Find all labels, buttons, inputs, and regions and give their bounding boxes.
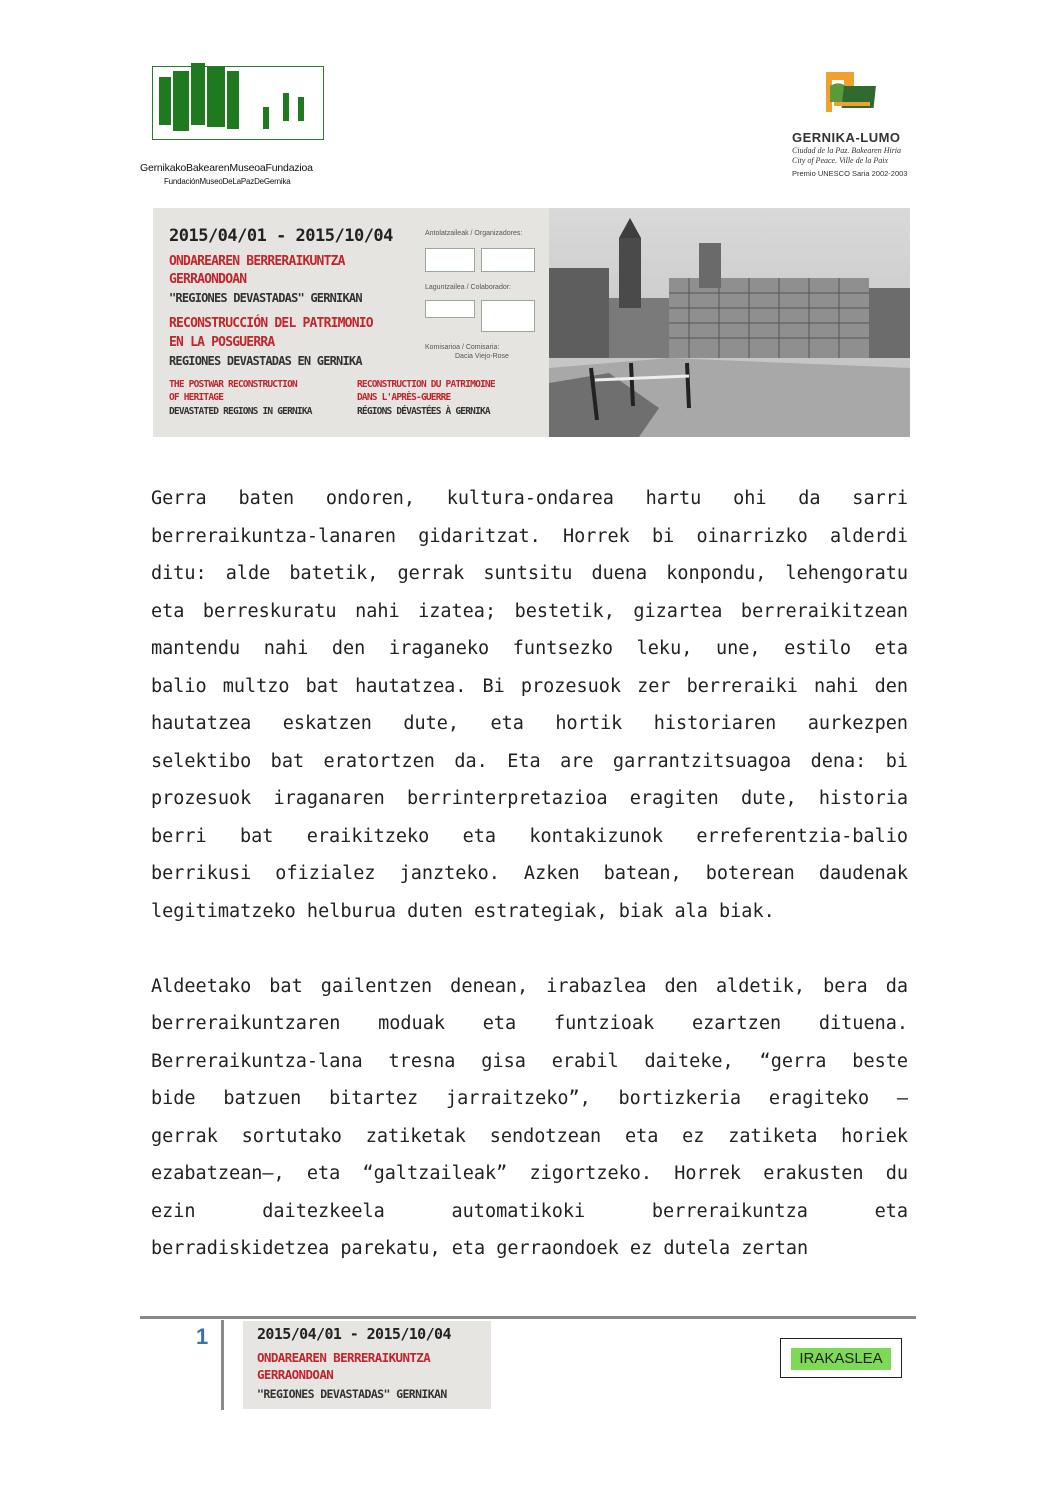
paragraph-2-line: berreraikuntzaren moduak eta funtzioak ezartzen dituena. xyxy=(151,1013,908,1034)
museum-logo-mark xyxy=(152,66,324,140)
paragraph-1-line: eta berreskuratu nahi izatea; bestetik, gizartea berreraikitzean xyxy=(151,600,908,622)
organizer-museum-logo xyxy=(425,248,475,272)
paragraph-1-line: berri bat eraikitzeko eta kontakizunok erreferentzia-balio xyxy=(151,825,908,847)
gernika-lumo-emblem-icon xyxy=(786,66,926,126)
paragraph-1-line: hautatzea eskatzen dute, eta hortik historiaren aurkezpen xyxy=(151,713,908,734)
banner-title-eu-2: GERRAONDOAN xyxy=(169,272,247,287)
paragraph-2-line: berradiskidetzea parekatu, eta gerraondoek ez dutela zertan xyxy=(151,1238,809,1259)
banner-title-fr-3: RÉGIONS DÉVASTÉES À GERNIKA xyxy=(357,406,490,417)
banner-collaborator-label: Laguntzailea / Colaborador: xyxy=(425,284,512,291)
paragraph-1-line: berreraikuntza-lanaren gidaritzat. Horrek bi oinarrizko alderdi xyxy=(151,525,908,547)
footer-divider xyxy=(140,1316,916,1319)
banner-title-en-1: THE POSTWAR RECONSTRUCTION xyxy=(169,379,297,390)
footer-title-2: GERRAONDOAN xyxy=(257,1367,334,1382)
banner-curator-label: Komisarioa / Comisaria: xyxy=(425,344,500,351)
banner-organizers-label: Antolatzaileak / Organizadores: xyxy=(425,230,523,237)
footer-title-1: ONDAREAREN BERRERAIKUNTZA xyxy=(257,1350,431,1365)
banner-dates: 2015/04/01 - 2015/10/04 xyxy=(169,226,393,246)
paragraph-1-line: mantendu nahi den iraganeko funtsezko leku, une, estilo eta xyxy=(151,638,908,659)
paragraph-2-line: gerrak sortutako zatiketak sendotzean eta ez zatiketa horiek xyxy=(151,1125,908,1147)
footer-exhibition-banner xyxy=(243,1321,491,1409)
paragraph-1-line: prozesuok iraganaren berrinterpretazioa eragiten dute, historia xyxy=(151,788,908,809)
paragraph-2 xyxy=(151,968,908,1268)
banner-title-fr-1: RECONSTRUCTION DU PATRIMOINE xyxy=(357,379,495,390)
audience-badge: IRAKASLEA xyxy=(791,1348,891,1370)
banner-title-fr-2: DANS L'APRÈS-GUERRE xyxy=(357,392,451,403)
page-number: 1 xyxy=(196,1324,209,1349)
paragraph-1-line: Gerra baten ondoren, kultura-ondarea hartu ohi da sarri xyxy=(151,488,908,509)
organizer-logo-2 xyxy=(481,248,535,272)
paragraph-1-line: ditu: alde batetik, gerrak suntsitu duena konpondu, lehengoratu xyxy=(151,563,908,584)
footer-title-3: "REGIONES DEVASTADAS" GERNIKAN xyxy=(257,1387,447,1401)
gernika-lumo-tagline-2: City of Peace. Ville de la Paix xyxy=(792,156,889,165)
footer-dates: 2015/04/01 - 2015/10/04 xyxy=(257,1325,451,1343)
paragraph-2-line: bide batzuen bitartez jarraitzeko”, bortizkeria eragiteko – xyxy=(151,1088,908,1109)
banner-title-es-2: EN LA POSGUERRA xyxy=(169,335,275,350)
banner-title-eu-1: ONDAREAREN BERRERAIKUNTZA xyxy=(169,254,345,269)
paragraph-2-line: ezin daitezkeela automatikoki berreraikuntza eta xyxy=(151,1200,908,1222)
paragraph-1 xyxy=(151,480,908,930)
paragraph-2-line: ezabatzean–, eta “galtzaileak” zigortzeko. Horrek erakusten du xyxy=(151,1163,908,1184)
article-body xyxy=(151,480,908,1268)
paragraph-2-line: Berreraikuntza-lana tresna gisa erabil daiteke, “gerra beste xyxy=(151,1050,908,1072)
banner-title-es-3: REGIONES DEVASTADAS EN GERNIKA xyxy=(169,354,362,368)
footer-vertical-divider xyxy=(221,1320,224,1410)
exhibition-banner xyxy=(153,208,910,437)
paragraph-1-line: berrikusi ofizialez janzteko. Azken batean, boterean daudenak xyxy=(151,863,908,884)
gernika-lumo-tagline-1: Ciudad de la Paz. Bakearen Hiria xyxy=(792,146,902,155)
museum-logo-subname: FundaciónMuseoDeLaPazDeGernika xyxy=(164,177,291,186)
gernika-lumo-logo xyxy=(786,66,926,186)
banner-title-en-2: OF HERITAGE xyxy=(169,392,224,403)
gernika-lumo-award: Premio UNESCO Saria 2002-2003 xyxy=(792,169,908,178)
museum-logo xyxy=(140,64,335,194)
banner-title-eu-3: "REGIONES DEVASTADAS" GERNIKAN xyxy=(169,291,362,305)
museum-logo-name: GernikakoBakearenMuseoaFundazioa xyxy=(140,162,313,174)
reconstruction-photo xyxy=(549,208,910,437)
banner-title-en-3: DEVASTATED REGIONS IN GERNIKA xyxy=(169,406,312,417)
collaborator-logo xyxy=(425,300,475,318)
audience-badge-frame xyxy=(780,1338,902,1378)
paragraph-2-line: Aldeetako bat gailentzen denean, irabazlea den aldetik, bera da xyxy=(151,975,908,997)
banner-title-es-1: RECONSTRUCCIÓN DEL PATRIMONIO xyxy=(169,316,373,331)
banner-curator-name: Dacia Viejo-Rose xyxy=(455,353,509,360)
paragraph-1-line: legitimatzeko helburua duten estrategiak, biak ala biak. xyxy=(151,900,775,922)
gernika-lumo-name: GERNIKA-LUMO xyxy=(792,130,901,145)
paragraph-1-line: selektibo bat eratortzen da. Eta are garrantzitsuagoa dena: bi xyxy=(151,750,908,772)
paragraph-1-line: balio multzo bat hautatzea. Bi prozesuok zer berreraiki nahi den xyxy=(151,675,908,697)
collaborator-gernika-logo xyxy=(481,300,535,332)
